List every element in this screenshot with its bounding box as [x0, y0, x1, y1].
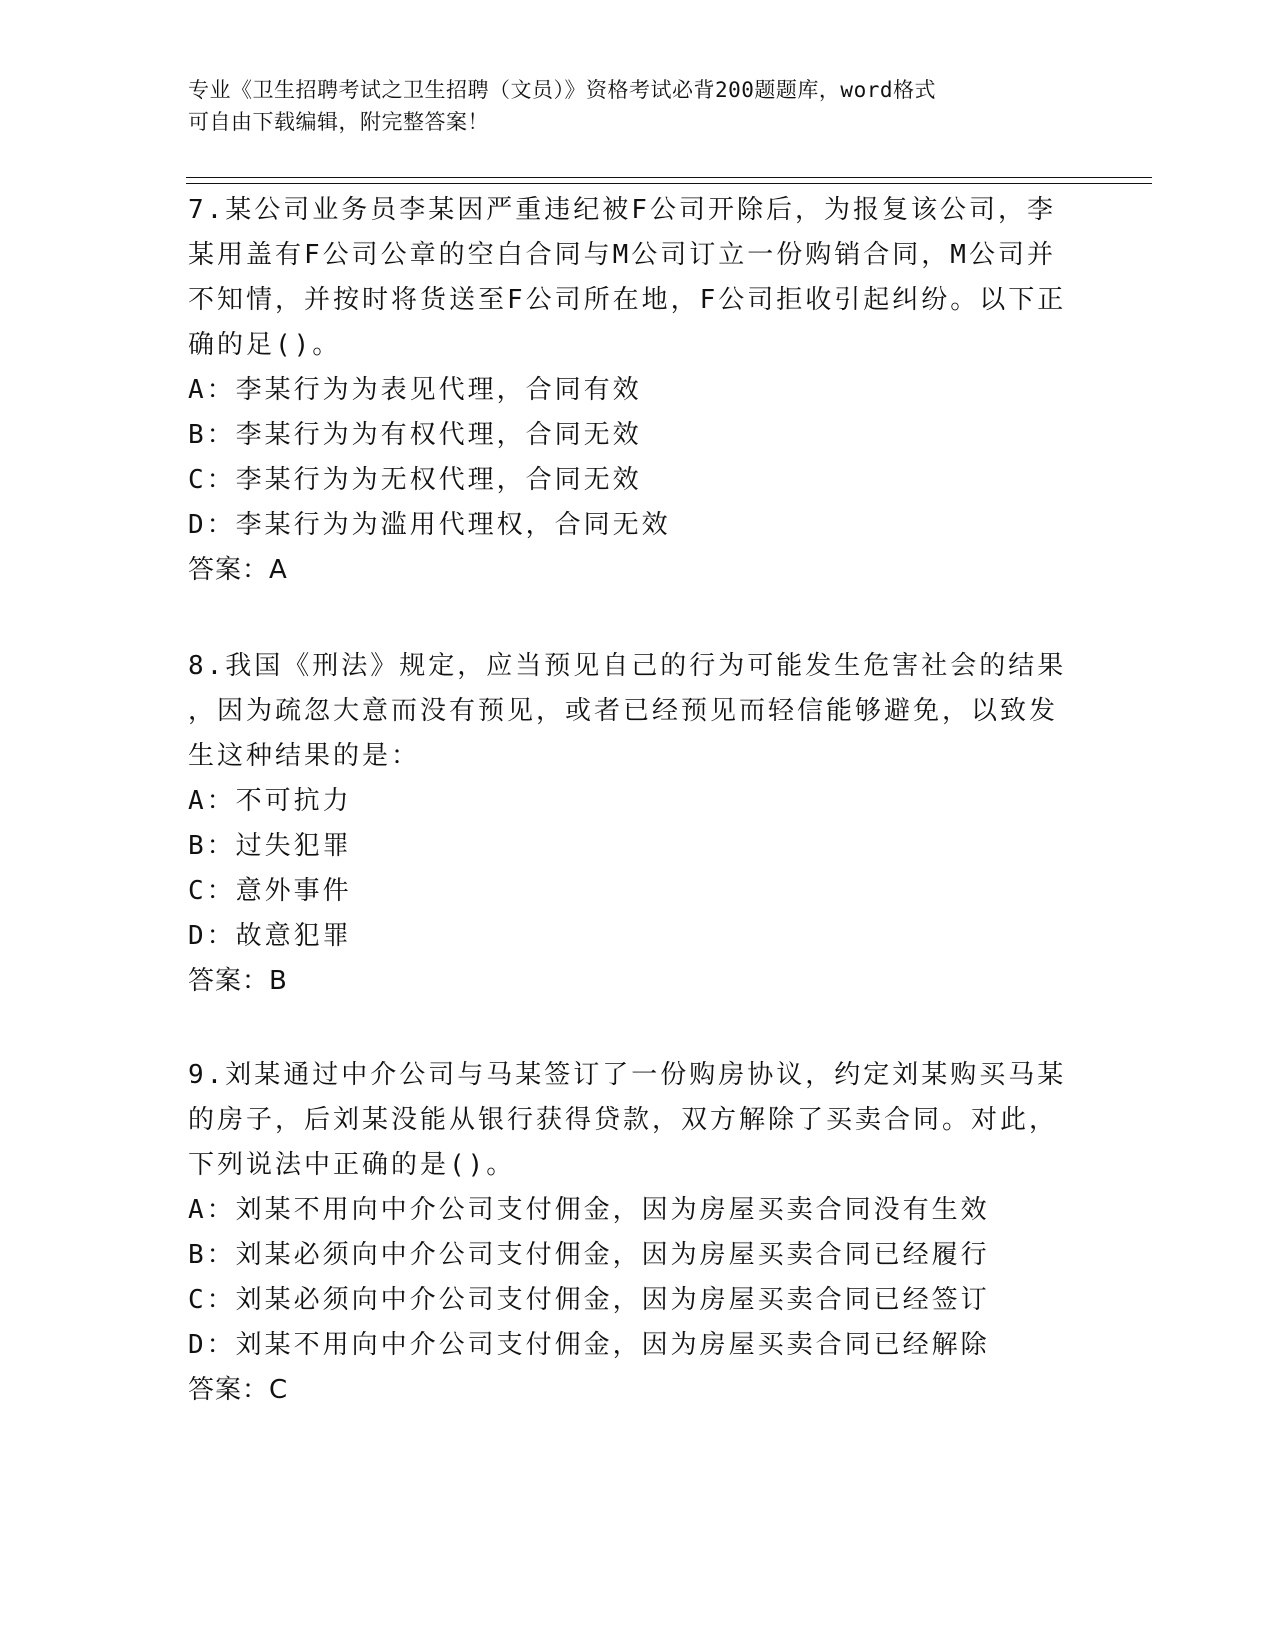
option-d: D：故意犯罪 — [188, 921, 352, 951]
answer: 答案：C — [188, 1375, 289, 1405]
question-text-line: 生这种结果的是： — [188, 741, 421, 771]
question-text-line: 的房子，后刘某没能从银行获得贷款，双方解除了买卖合同。对此， — [188, 1105, 1059, 1135]
question-9 — [188, 1053, 1088, 1413]
question-text-line: 某用盖有F公司公章的空白合同与M公司订立一份购销合同，M公司并 — [188, 240, 1056, 270]
option-c: C：李某行为为无权代理，合同无效 — [188, 465, 642, 495]
option-a: A：刘某不用向中介公司支付佣金，因为房屋买卖合同没有生效 — [188, 1195, 990, 1225]
answer: 答案：A — [188, 555, 288, 585]
header-line: 可自由下载编辑，附完整答案！ — [188, 110, 489, 134]
header-line: 专业《卫生招聘考试之卫生招聘（文员）》资格考试必背200题题库，word格式 — [188, 78, 936, 102]
option-c: C：意外事件 — [188, 876, 352, 906]
question-8 — [188, 644, 1088, 1004]
option-d: D：刘某不用向中介公司支付佣金，因为房屋买卖合同已经解除 — [188, 1330, 990, 1360]
question-text-line: 7.某公司业务员李某因严重违纪被F公司开除后，为报复该公司，李 — [188, 195, 1056, 225]
question-text-line: 下列说法中正确的是()。 — [188, 1150, 516, 1180]
answer: 答案：B — [188, 966, 288, 996]
header-rule-bottom — [186, 183, 1152, 184]
question-7 — [188, 188, 1088, 593]
document-header — [188, 74, 1068, 138]
option-d: D：李某行为为滥用代理权，合同无效 — [188, 510, 671, 540]
question-text-line: 确的足()。 — [188, 330, 342, 360]
question-text-line: 不知情，并按时将货送至F公司所在地，F公司拒收引起纠纷。以下正 — [188, 285, 1067, 315]
question-text-line: 8.我国《刑法》规定，应当预见自己的行为可能发生危害社会的结果 — [188, 651, 1067, 681]
option-b: B：李某行为为有权代理，合同无效 — [188, 420, 642, 450]
option-a: A：李某行为为表见代理，合同有效 — [188, 375, 642, 405]
option-b: B：过失犯罪 — [188, 831, 352, 861]
option-b: B：刘某必须向中介公司支付佣金，因为房屋买卖合同已经履行 — [188, 1240, 990, 1270]
question-text-line: 9.刘某通过中介公司与马某签订了一份购房协议，约定刘某购买马某 — [188, 1060, 1067, 1090]
option-c: C：刘某必须向中介公司支付佣金，因为房屋买卖合同已经签订 — [188, 1285, 990, 1315]
option-a: A：不可抗力 — [188, 786, 352, 816]
header-rule-top — [186, 177, 1152, 178]
question-text-line: ，因为疏忽大意而没有预见，或者已经预见而轻信能够避免，以致发 — [188, 696, 1059, 726]
